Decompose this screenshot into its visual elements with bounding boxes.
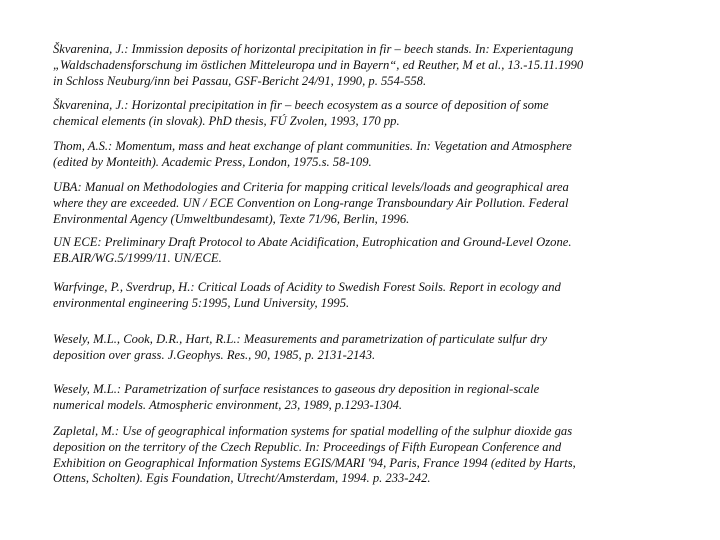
reference-line: „Waldschadensforschung im östlichen Mitteleuropa und in Bayern“, ed Reuther, M et al., 13.-15.11.1990 bbox=[53, 57, 584, 72]
reference-entry bbox=[53, 235, 661, 267]
reference-line: environmental engineering 5:1995, Lund University, 1995. bbox=[53, 295, 350, 310]
reference-entry bbox=[53, 139, 661, 171]
reference-line: where they are exceeded. UN / ECE Convention on Long-range Transboundary Air Pollution. Federal bbox=[53, 195, 569, 210]
reference-line: UBA: Manual on Methodologies and Criteria for mapping critical levels/loads and geographical area bbox=[53, 180, 569, 194]
reference-entry bbox=[53, 382, 661, 414]
reference-line: chemical elements (in slovak). PhD thesis, FÚ Zvolen, 1993, 170 pp. bbox=[53, 113, 400, 128]
reference-line: (edited by Monteith). Academic Press, London, 1975.s. 58-109. bbox=[53, 154, 372, 169]
reference-line: Warfvinge, P., Sverdrup, H.: Critical Loads of Acidity to Swedish Forest Soils. Report in ecology and bbox=[53, 280, 561, 294]
reference-line: Škvarenina, J.: Immission deposits of horizontal precipitation in fir – beech stands. In: Experientagung bbox=[53, 42, 574, 56]
reference-line: Thom, A.S.: Momentum, mass and heat exchange of plant communities. In: Vegetation and Atmosphere bbox=[53, 139, 572, 153]
reference-line: Škvarenina, J.: Horizontal precipitation in fir – beech ecosystem as a source of deposition of some bbox=[53, 98, 549, 112]
reference-line: Ottens, Scholten). Egis Foundation, Utrecht/Amsterdam, 1994. p. 233-242. bbox=[53, 471, 431, 486]
reference-entry bbox=[53, 424, 661, 487]
reference-line: deposition over grass. J.Geophys. Res., 90, 1985, p. 2131-2143. bbox=[53, 347, 376, 362]
reference-entry bbox=[53, 42, 661, 89]
reference-line: in Schloss Neuburg/inn bei Passau, GSF-Bericht 24/91, 1990, p. 554-558. bbox=[53, 73, 427, 88]
reference-line: numerical models. Atmospheric environment, 23, 1989, p.1293-1304. bbox=[53, 397, 403, 412]
reference-entry bbox=[53, 180, 661, 227]
reference-entry bbox=[53, 280, 661, 312]
reference-line: EB.AIR/WG.5/1999/11. UN/ECE. bbox=[53, 250, 222, 265]
reference-line: Zapletal, M.: Use of geographical information systems for spatial modelling of the sulphur dioxide gas bbox=[53, 424, 573, 438]
reference-line: Environmental Agency (Umweltbundesamt), Texte 71/96, Berlin, 1996. bbox=[53, 211, 410, 226]
reference-entry bbox=[53, 98, 661, 130]
reference-entry bbox=[53, 332, 661, 364]
reference-line: Wesely, M.L., Cook, D.R., Hart, R.L.: Measurements and parametrization of particulate sulfur dry bbox=[53, 332, 548, 346]
reference-line: deposition on the territory of the Czech Republic. In: Proceedings of Fifth European Conference and bbox=[53, 439, 562, 454]
reference-line: UN ECE: Preliminary Draft Protocol to Abate Acidification, Eutrophication and Ground-Level Ozone. bbox=[53, 235, 572, 249]
reference-line: Wesely, M.L.: Parametrization of surface resistances to gaseous dry deposition in regional-scale bbox=[53, 382, 540, 396]
reference-line: Exhibition on Geographical Information Systems EGIS/MARI '94, Paris, France 1994 (edited by Harts, bbox=[53, 455, 576, 470]
